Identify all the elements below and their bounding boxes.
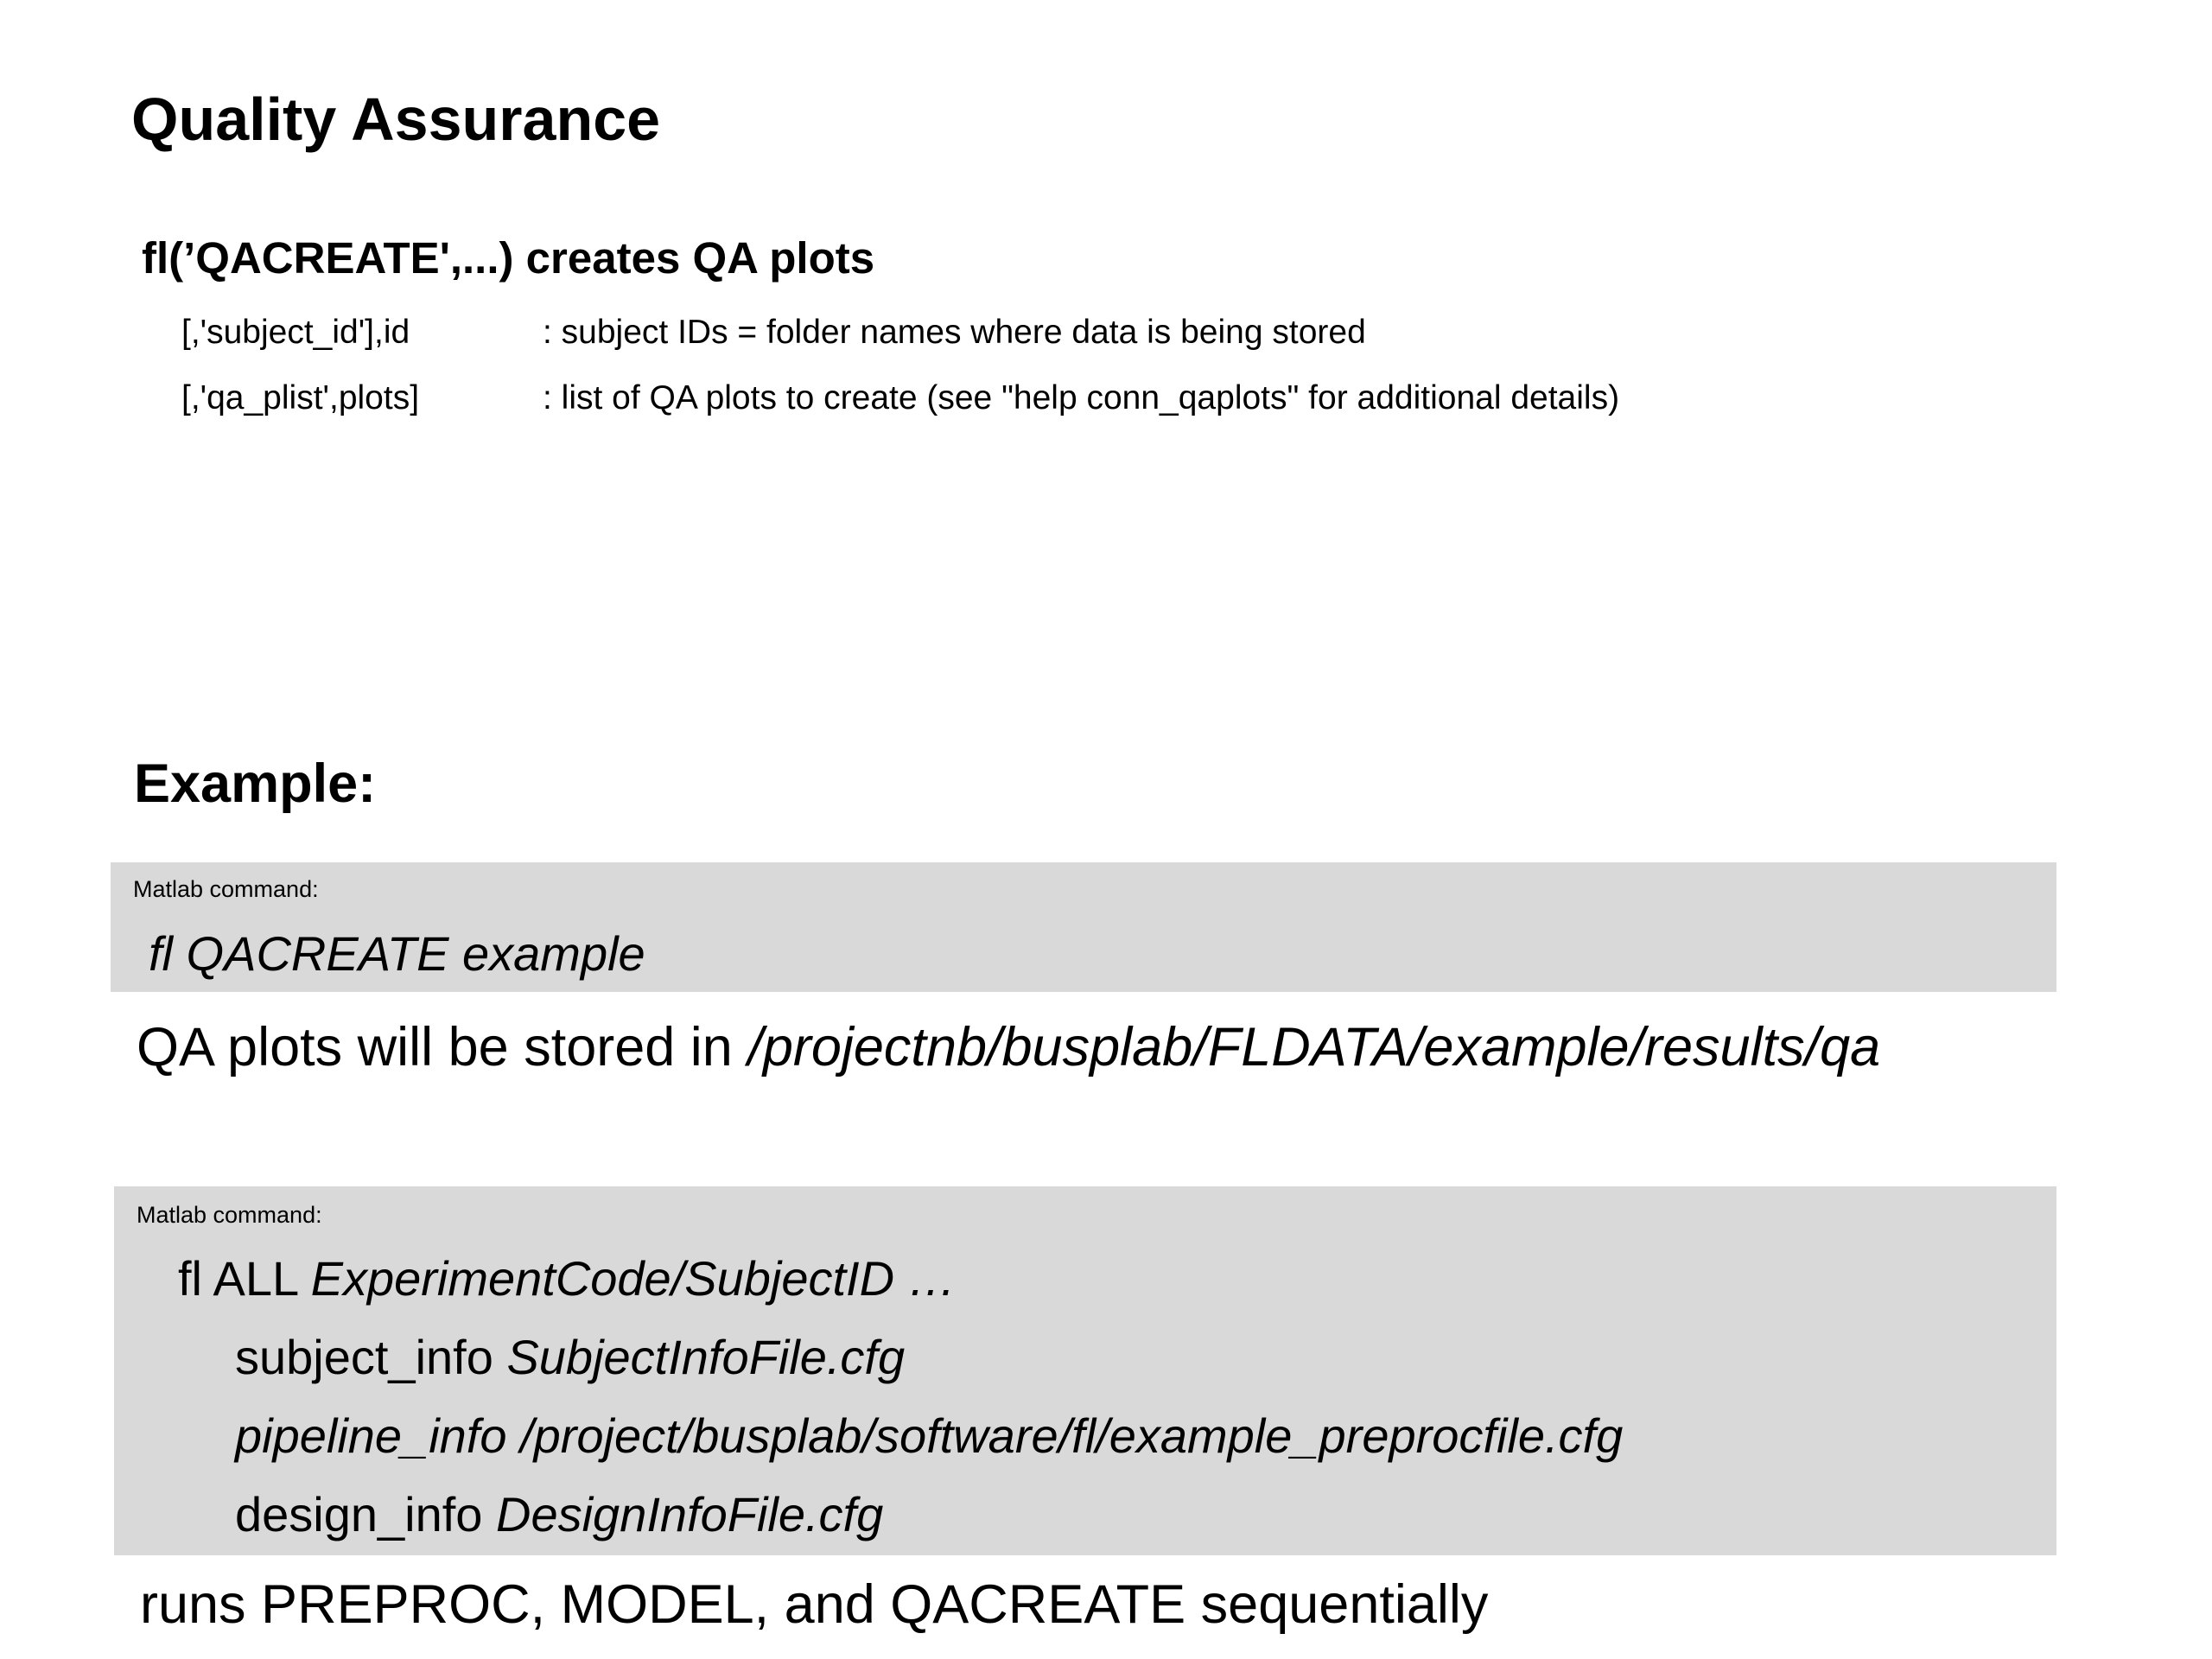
example1-result-path: /projectnb/busplab/FLDATA/example/results/qa (747, 1017, 1881, 1077)
command-caption-2: Matlab command: (137, 1202, 322, 1228)
param-name-qa-plist: [,'qa_plist',plots] (181, 379, 420, 416)
command-line-4 (235, 1485, 883, 1543)
page-title: Quality Assurance (131, 86, 661, 153)
param-desc-subject-id: : subject IDs = folder names where data is being stored (543, 314, 1366, 351)
example2-result: runs PREPROC, MODEL, and QACREATE sequentially (140, 1574, 1489, 1635)
param-desc-qa-plist: : list of QA plots to create (see "help conn_qaplots" for additional details) (543, 379, 1620, 416)
example-heading: Example: (134, 753, 377, 814)
command-line-3-val: /project/busplab/software/fl/example_preprocfile.cfg (520, 1408, 1624, 1463)
function-heading: fl(’QACREATE',...) creates QA plots (142, 233, 875, 283)
example1-result (137, 1015, 1880, 1081)
command-line-1-cmd: fl ALL (178, 1251, 311, 1306)
command-line-2-val: SubjectInfoFile.cfg (506, 1330, 906, 1384)
command-line-3-key: pipeline_info (235, 1408, 521, 1463)
command-line-2-key: subject_info (235, 1330, 507, 1384)
param-name-subject-id: [,'subject_id'],id (181, 314, 410, 351)
command-line-3 (235, 1407, 1623, 1465)
command-caption-1: Matlab command: (133, 876, 319, 902)
example1-result-prefix: QA plots will be stored in (137, 1017, 748, 1077)
command-line-2 (235, 1328, 905, 1386)
command-text-1: fl QACREATE example (149, 926, 645, 981)
command-line-1 (178, 1249, 957, 1307)
command-line-1-arg: ExperimentCode/SubjectID … (310, 1251, 957, 1306)
command-line-4-key: design_info (235, 1487, 497, 1541)
command-line-4-val: DesignInfoFile.cfg (496, 1487, 884, 1541)
